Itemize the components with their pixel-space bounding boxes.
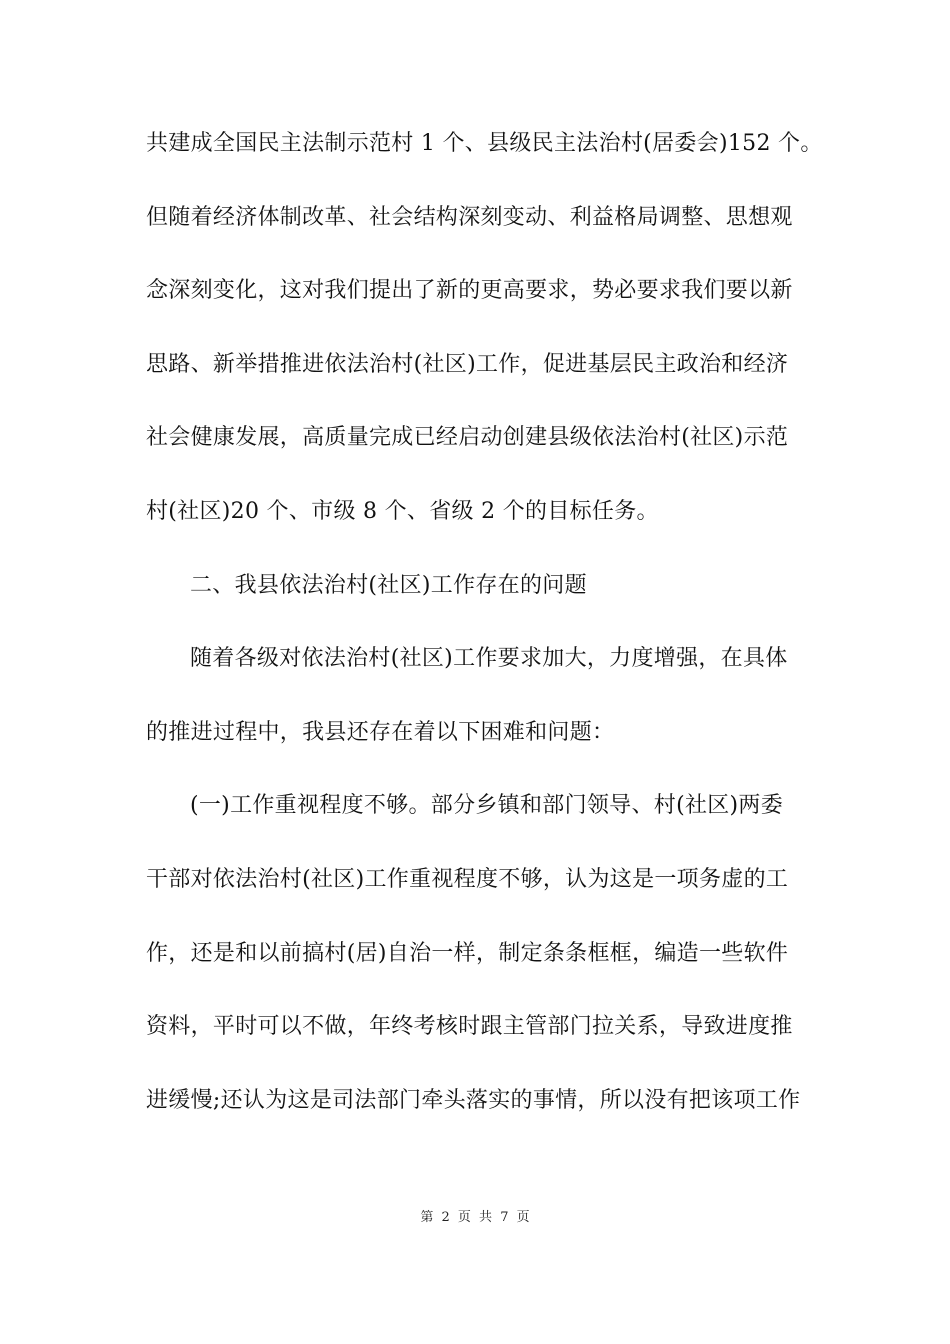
body-line: 的推进过程中，我县还存在着以下困难和问题： <box>146 719 615 745</box>
body-line: 作，还是和以前搞村(居)自治一样，制定条条框框，编造一些软件 <box>146 940 789 966</box>
body-line: 但随着经济体制改革、社会结构深刻变动、利益格局调整、思想观 <box>146 204 793 230</box>
body-line: 社会健康发展，高质量完成已经启动创建县级依法治村(社区)示范 <box>146 425 789 451</box>
body-line: 资料，平时可以不做，年终考核时跟主管部门拉关系，导致进度推 <box>146 1014 793 1040</box>
body-line: 思路、新举措推进依法治村(社区)工作，促进基层民主政治和经济 <box>146 351 789 377</box>
document-body <box>146 130 823 1160</box>
body-line: 念深刻变化，这对我们提出了新的更高要求，势必要求我们要以新 <box>146 278 793 304</box>
page-footer: 第 2 页 共 7 页 <box>420 1210 530 1225</box>
body-line: 共建成全国民主法制示范村 1 个、县级民主法治村(居委会)152 个。 <box>146 131 823 156</box>
body-line: 进缓慢;还认为这是司法部门牵头落实的事情，所以没有把该项工作 <box>146 1087 801 1113</box>
body-line: 随着各级对依法治村(社区)工作要求加大，力度增强，在具体 <box>190 646 788 672</box>
body-line: (一)工作重视程度不够。部分乡镇和部门领导、村(社区)两委 <box>190 793 784 819</box>
section-heading: 二、我县依法治村(社区)工作存在的问题 <box>190 572 587 598</box>
body-line: 村(社区)20 个、市级 8 个、省级 2 个的目标任务。 <box>146 498 659 524</box>
body-line: 干部对依法治村(社区)工作重视程度不够，认为这是一项务虚的工 <box>146 866 789 892</box>
